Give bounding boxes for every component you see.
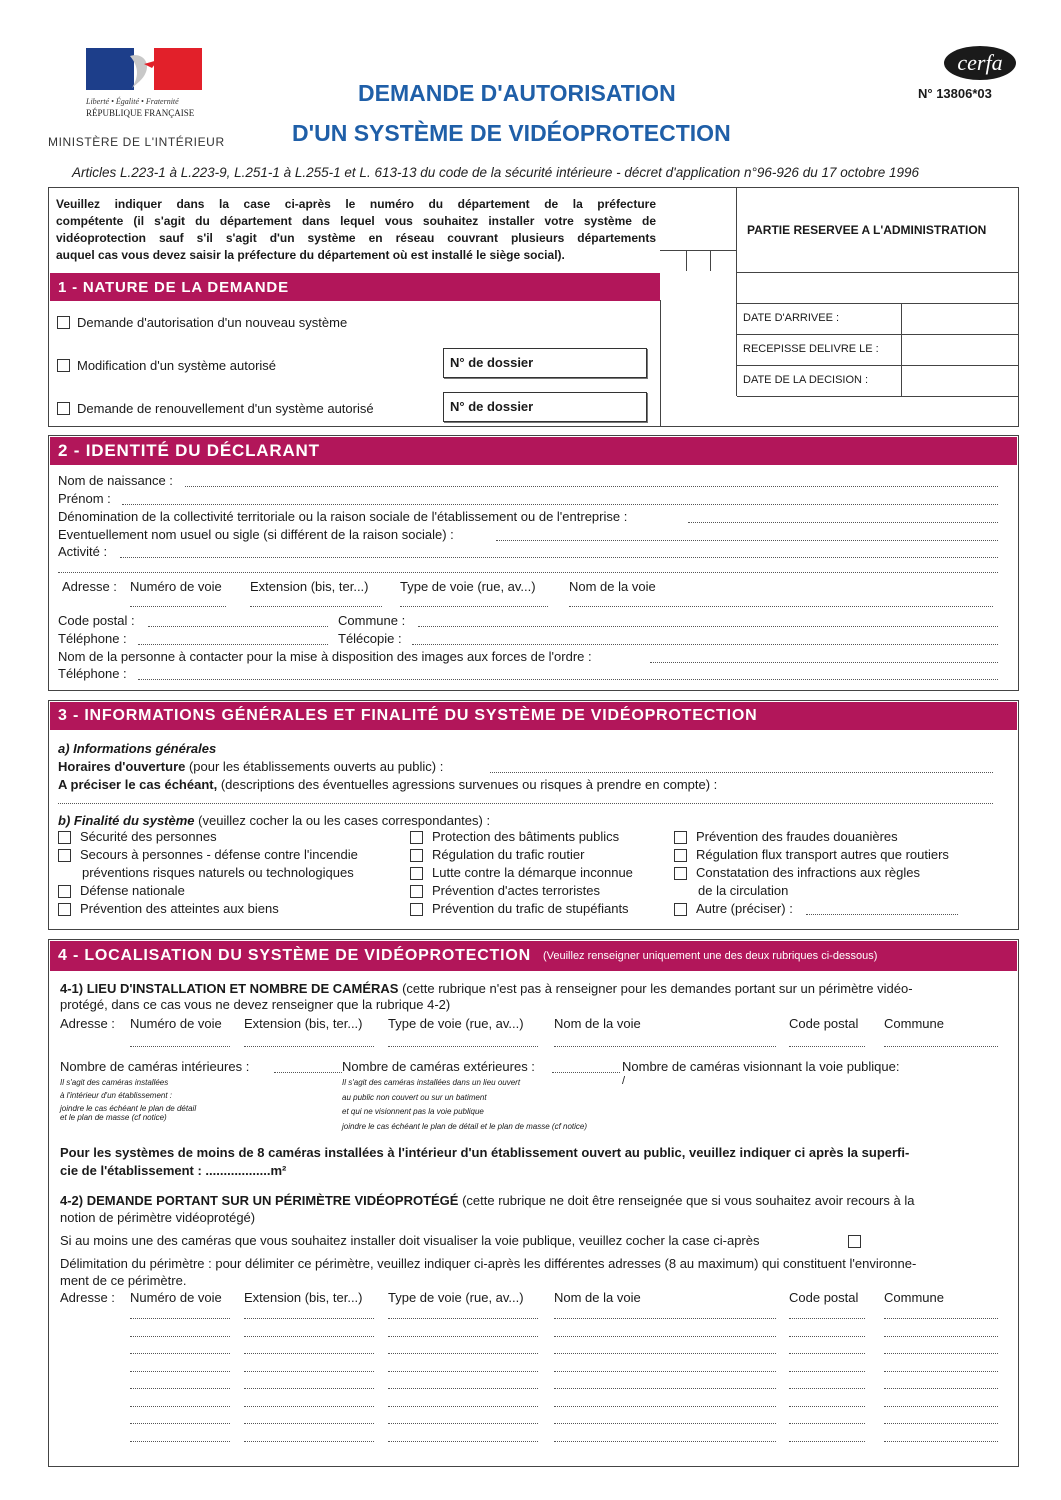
finalite-option-1-4: Défense nationale <box>80 883 185 898</box>
field-nom-voie[interactable] <box>569 606 993 607</box>
label-extension: Extension (bis, ter...) <box>250 579 369 594</box>
logo-motto: Liberté • Égalité • Fraternité <box>86 97 179 106</box>
perimeter-row-6-nom-voie[interactable] <box>554 1406 776 1407</box>
perimeter-row-7-commune[interactable] <box>884 1423 998 1424</box>
checkbox-modification[interactable] <box>57 359 70 372</box>
finalite-option-2-1: Protection des bâtiments publics <box>432 829 620 844</box>
label-adresse: Adresse : <box>62 579 117 594</box>
s41-label-numero-voie: Numéro de voie <box>130 1016 222 1031</box>
perimeter-row-4-type-voie[interactable] <box>388 1371 538 1372</box>
field-telephone[interactable] <box>138 644 328 645</box>
s41-field-numero-voie[interactable] <box>130 1046 230 1047</box>
finalite-option-1-3: préventions risques naturels ou technologiques <box>82 865 354 880</box>
finalite-checkbox-2-5[interactable] <box>410 903 423 916</box>
label-contact: Nom de la personne à contacter pour la mise à disposition des images aux forces de l'ordre : <box>58 649 592 664</box>
label-sigle: Eventuellement nom usuel ou sigle (si différent de la raison sociale) : <box>58 527 454 542</box>
field-nom-naissance[interactable] <box>185 486 998 487</box>
finalite-checkbox-3-2[interactable] <box>674 849 687 862</box>
label-activite: Activité : <box>58 544 108 559</box>
field-extension[interactable] <box>250 606 382 607</box>
perimeter-row-2-extension[interactable] <box>244 1336 374 1337</box>
perimeter-row-3-code-postal[interactable] <box>789 1353 865 1354</box>
note-cameras-interieures: Il s'agit des caméras installées à l'intérieur d'un établissement : joindre le cas échéant le plan de détail et le plan de masse (cf notice) <box>60 1078 197 1122</box>
field-cameras-exterieures[interactable] <box>552 1072 620 1073</box>
perimeter-row-2-type-voie[interactable] <box>388 1336 538 1337</box>
horaires-label: Horaires d'ouverture (pour les établissements ouverts au public) : <box>58 759 444 774</box>
field-type-voie[interactable] <box>400 606 548 607</box>
admin-table <box>736 272 1018 396</box>
s41-field-commune[interactable] <box>884 1046 998 1047</box>
label-type-voie: Type de voie (rue, av...) <box>400 579 536 594</box>
perimeter-row-6-code-postal[interactable] <box>789 1406 865 1407</box>
label-telephone: Téléphone : <box>58 631 127 646</box>
s42-label-adresse: Adresse : <box>60 1290 115 1305</box>
field-prenom[interactable] <box>122 504 998 505</box>
finalite-option-2-5: Prévention du trafic de stupéfiants <box>432 901 629 916</box>
perimeter-row-6-commune[interactable] <box>884 1406 998 1407</box>
cerfa-number: N° 13806*03 <box>918 86 992 101</box>
perimeter-row-7-extension[interactable] <box>244 1423 374 1424</box>
field-commune[interactable] <box>418 626 998 627</box>
perimeter-row-3-numero-voie[interactable] <box>130 1353 230 1354</box>
perimeter-row-3-extension[interactable] <box>244 1353 374 1354</box>
perimeter-row-1-commune[interactable] <box>884 1318 998 1319</box>
recepisse-field[interactable] <box>903 336 1017 364</box>
perimeter-row-1-type-voie[interactable] <box>388 1318 538 1319</box>
finalite-checkbox-2-4[interactable] <box>410 885 423 898</box>
field-preciser[interactable] <box>58 803 993 804</box>
finalite-option-1-2: Secours à personnes - défense contre l'incendie <box>80 847 358 862</box>
finalite-option-3-1: Prévention des fraudes douanières <box>696 829 898 844</box>
perimeter-row-1-numero-voie[interactable] <box>130 1318 230 1319</box>
finalite-option-3-4: de la circulation <box>698 883 789 898</box>
finalite-checkbox-3-5[interactable] <box>674 903 687 916</box>
perimeter-row-8-type-voie[interactable] <box>388 1441 538 1442</box>
perimeter-row-2-numero-voie[interactable] <box>130 1336 230 1337</box>
date-decision-field[interactable] <box>903 367 1017 395</box>
date-arrivee-field[interactable] <box>903 305 1017 333</box>
dossier-number-field-2[interactable]: N° de dossier <box>443 392 647 422</box>
note-cameras-exterieures: Il s'agit des caméras installées dans un lieu ouvert au public non couvert ou sur un batiment et qui ne visionnent pas la voie publique joindre le cas échéant le plan de détail et le plan de masse (cf notice) <box>342 1078 588 1131</box>
republique-francaise-logo <box>86 48 202 118</box>
finalite-option-3-2: Régulation flux transport autres que routiers <box>696 847 949 862</box>
label-telecopie: Télécopie : <box>338 631 402 646</box>
finalite-checkbox-3-3[interactable] <box>674 867 687 880</box>
perimeter-row-4-extension[interactable] <box>244 1371 374 1372</box>
department-code-field[interactable] <box>660 250 736 270</box>
s42-subtitle: notion de périmètre vidéoprotégé) <box>60 1210 256 1225</box>
perimeter-row-8-nom-voie[interactable] <box>554 1441 776 1442</box>
s41-label-adresse: Adresse : <box>60 1016 115 1031</box>
perimeter-row-8-code-postal[interactable] <box>789 1441 865 1442</box>
perimeter-row-4-nom-voie[interactable] <box>554 1371 776 1372</box>
s42-label-numero-voie: Numéro de voie <box>130 1290 222 1305</box>
s41-subtitle: protégé, dans ce cas vous ne devez renseigner que la rubrique 4-2) <box>60 997 451 1012</box>
section-1-header: 1 - NATURE DE LA DEMANDE <box>50 273 660 301</box>
marianne-flag-icon <box>86 48 202 90</box>
field-telecopie[interactable] <box>412 644 998 645</box>
perimeter-row-5-extension[interactable] <box>244 1388 374 1389</box>
s42-label-type-voie: Type de voie (rue, av...) <box>388 1290 524 1305</box>
date-arrivee-label: DATE D'ARRIVEE : <box>743 312 840 324</box>
ministry-name: MINISTÈRE DE L'INTÉRIEUR <box>48 135 225 149</box>
section-4-header: 4 - LOCALISATION DU SYSTÈME DE VIDÉOPROTECTION (Veuillez renseigner uniquement une des deux rubriques ci-dessous) <box>50 941 1017 971</box>
label-nom-voie: Nom de la voie <box>569 579 656 594</box>
perimeter-row-5-numero-voie[interactable] <box>130 1388 230 1389</box>
perimeter-row-7-numero-voie[interactable] <box>130 1423 230 1424</box>
s41-field-nom-voie[interactable] <box>554 1046 776 1047</box>
finalite-option-2-4: Prévention d'actes terroristes <box>432 883 600 898</box>
perimeter-row-2-code-postal[interactable] <box>789 1336 865 1337</box>
perimeter-row-5-nom-voie[interactable] <box>554 1388 776 1389</box>
label-commune: Commune : <box>338 613 406 628</box>
date-decision-label: DATE DE LA DECISION : <box>743 374 869 386</box>
s41-field-type-voie[interactable] <box>388 1046 538 1047</box>
label-cameras-voie-publique: Nombre de caméras visionnant la voie publique: <box>622 1059 900 1074</box>
perimeter-row-1-nom-voie[interactable] <box>554 1318 776 1319</box>
field-cameras-interieures[interactable] <box>274 1072 342 1073</box>
option-modification: Modification d'un système autorisé <box>77 358 277 373</box>
checkbox-new-system[interactable] <box>57 316 70 329</box>
finalite-option-2-3: Lutte contre la démarque inconnue <box>432 865 633 880</box>
perimeter-row-4-code-postal[interactable] <box>789 1371 865 1372</box>
perimeter-row-4-numero-voie[interactable] <box>130 1371 230 1372</box>
s42-label-nom-voie: Nom de la voie <box>554 1290 641 1305</box>
dossier-number-field-1[interactable]: N° de dossier <box>443 348 647 378</box>
s41-field-extension[interactable] <box>244 1046 374 1047</box>
s41-title: 4-1) LIEU D'INSTALLATION ET NOMBRE DE CAMÉRAS (cette rubrique n'est pas à renseigner pour les demandes portant sur un périmètre vidéo- <box>60 981 913 996</box>
s42-label-code-postal: Code postal <box>789 1290 859 1305</box>
finalite-option-1-5: Prévention des atteintes aux biens <box>80 901 279 916</box>
finalite-title: b) Finalité du système (veuillez cocher la ou les cases correspondantes) : <box>58 813 491 828</box>
logo-republic: RÉPUBLIQUE FRANÇAISE <box>86 108 195 118</box>
label-cameras-exterieures: Nombre de caméras extérieures : <box>342 1059 535 1074</box>
voie-publique-text: Si au moins une des caméras que vous souhaitez installer doit visualiser la voie publique, veuillez cocher la case ci-après <box>60 1233 760 1248</box>
finalite-option-3-5: Autre (préciser) : <box>696 901 793 916</box>
perimeter-row-6-numero-voie[interactable] <box>130 1406 230 1407</box>
section-3-header: 3 - INFORMATIONS GÉNÉRALES ET FINALITÉ DU SYSTÈME DE VIDÉOPROTECTION <box>50 702 1017 730</box>
info-generales-title: a) Informations générales <box>58 741 217 756</box>
perimeter-row-8-extension[interactable] <box>244 1441 374 1442</box>
field-activite[interactable] <box>120 557 998 558</box>
finalite-option-3-3: Constatation des infractions aux règles <box>696 865 921 880</box>
perimeter-row-8-commune[interactable] <box>884 1441 998 1442</box>
superficie-text-1: Pour les systèmes de moins de 8 caméras installées à l'intérieur d'un établissement ouvert au public, veuillez indiquer ci après la superfi- <box>60 1145 910 1160</box>
perimeter-row-2-commune[interactable] <box>884 1336 998 1337</box>
s41-label-type-voie: Type de voie (rue, av...) <box>388 1016 524 1031</box>
perimeter-row-6-type-voie[interactable] <box>388 1406 538 1407</box>
finalite-checkbox-1-4[interactable] <box>58 885 71 898</box>
finalite-checkbox-2-1[interactable] <box>410 831 423 844</box>
checkbox-renewal[interactable] <box>57 402 70 415</box>
form-title-line1: DEMANDE D'AUTORISATION <box>358 80 676 106</box>
perimeter-row-7-type-voie[interactable] <box>388 1423 538 1424</box>
cerfa-logo: cerfa <box>944 46 1016 80</box>
form-title-line2: D'UN SYSTÈME DE VIDÉOPROTECTION <box>292 120 731 146</box>
perimeter-row-2-nom-voie[interactable] <box>554 1336 776 1337</box>
field-autre-preciser[interactable] <box>806 914 958 915</box>
option-new-system: Demande d'autorisation d'un nouveau système <box>77 315 348 330</box>
perimeter-row-3-commune[interactable] <box>884 1353 998 1354</box>
perimeter-row-7-nom-voie[interactable] <box>554 1423 776 1424</box>
s42-label-extension: Extension (bis, ter...) <box>244 1290 363 1305</box>
finalite-checkbox-1-2[interactable] <box>58 849 71 862</box>
delimitation-text-1: Délimitation du périmètre : pour délimiter ce périmètre, veuillez indiquer ci-après les différentes adresses (8 au maximum) qui constituent l'environne- <box>60 1256 917 1271</box>
perimeter-row-5-type-voie[interactable] <box>388 1388 538 1389</box>
s41-label-commune: Commune <box>884 1016 944 1031</box>
perimeter-row-7-code-postal[interactable] <box>789 1423 865 1424</box>
s42-label-commune: Commune <box>884 1290 944 1305</box>
s41-label-extension: Extension (bis, ter...) <box>244 1016 363 1031</box>
superficie-text-2: cie de l'établissement : ..................m² <box>60 1163 287 1178</box>
finalite-option-1-1: Sécurité des personnes <box>80 829 217 844</box>
label-prenom: Prénom : <box>58 491 111 506</box>
perimeter-row-6-extension[interactable] <box>244 1406 374 1407</box>
s41-field-code-postal[interactable] <box>789 1046 865 1047</box>
field-code-postal[interactable] <box>148 626 328 627</box>
option-renewal: Demande de renouvellement d'un système autorisé <box>77 401 374 416</box>
admin-part-title: PARTIE RESERVEE A L'ADMINISTRATION <box>747 223 987 237</box>
field-contact[interactable] <box>650 662 998 663</box>
finalite-checkbox-2-2[interactable] <box>410 849 423 862</box>
intro-text: Veuillez indiquer dans la case ci-après le numéro du département de la préfecture compétente (il s'agit du département dans lequel vous souhaitez installer votre système de vidéoprotection sauf s'il s'agit d'un système en réseau couvrant plusieurs départements auquel cas vous devez saisir la préfecture du département où est installé le siège social). <box>56 197 656 262</box>
perimeter-row-1-extension[interactable] <box>244 1318 374 1319</box>
label-numero-voie: Numéro de voie <box>130 579 222 594</box>
perimeter-row-3-nom-voie[interactable] <box>554 1353 776 1354</box>
s41-label-nom-voie: Nom de la voie <box>554 1016 641 1031</box>
perimeter-row-3-type-voie[interactable] <box>388 1353 538 1354</box>
finalite-checkbox-3-1[interactable] <box>674 831 687 844</box>
slash-separator: / <box>622 1075 626 1087</box>
field-telephone-contact[interactable] <box>138 679 998 680</box>
s41-label-code-postal: Code postal <box>789 1016 859 1031</box>
finalite-checkbox-2-3[interactable] <box>410 867 423 880</box>
label-code-postal: Code postal : <box>58 613 135 628</box>
field-activite-2[interactable] <box>58 572 998 573</box>
perimeter-row-4-commune[interactable] <box>884 1371 998 1372</box>
perimeter-row-5-code-postal[interactable] <box>789 1388 865 1389</box>
label-cameras-interieures: Nombre de caméras intérieures : <box>60 1059 250 1074</box>
field-numero-voie[interactable] <box>130 606 226 607</box>
legal-articles: Articles L.223-1 à L.223-9, L.251-1 à L.255-1 et L. 613-13 du code de la sécurité intérieure - décret d'application n°96-926 du 17 octobre 1996 <box>72 165 920 180</box>
recepisse-label: RECEPISSE DELIVRE LE : <box>743 343 879 355</box>
delimitation-text-2: ment de ce périmètre. <box>60 1273 187 1288</box>
section-2-header: 2 - IDENTITÉ DU DÉCLARANT <box>50 437 1017 465</box>
label-nom-naissance: Nom de naissance : <box>58 473 173 488</box>
finalite-checkbox-1-5[interactable] <box>58 903 71 916</box>
label-telephone-contact: Téléphone : <box>58 666 127 681</box>
field-horaires[interactable] <box>490 772 993 773</box>
perimeter-row-5-commune[interactable] <box>884 1388 998 1389</box>
s42-title: 4-2) DEMANDE PORTANT SUR UN PÉRIMÈTRE VIDÉOPROTÉGÉ (cette rubrique ne doit être renseignée que si vous souhaitez avoir recours à la <box>60 1193 915 1208</box>
perimeter-row-8-numero-voie[interactable] <box>130 1441 230 1442</box>
finalite-checkbox-1-1[interactable] <box>58 831 71 844</box>
field-sigle[interactable] <box>496 540 998 541</box>
label-denomination: Dénomination de la collectivité territoriale ou la raison sociale de l'établissement ou de l'entreprise : <box>58 509 628 524</box>
checkbox-voie-publique[interactable] <box>848 1235 861 1248</box>
preciser-label: A préciser le cas échéant, (descriptions des éventuelles agressions survenues ou risques à prendre en compte) : <box>58 777 718 792</box>
perimeter-row-1-code-postal[interactable] <box>789 1318 865 1319</box>
field-denomination[interactable] <box>688 522 998 523</box>
finalite-option-2-2: Régulation du trafic routier <box>432 847 585 862</box>
